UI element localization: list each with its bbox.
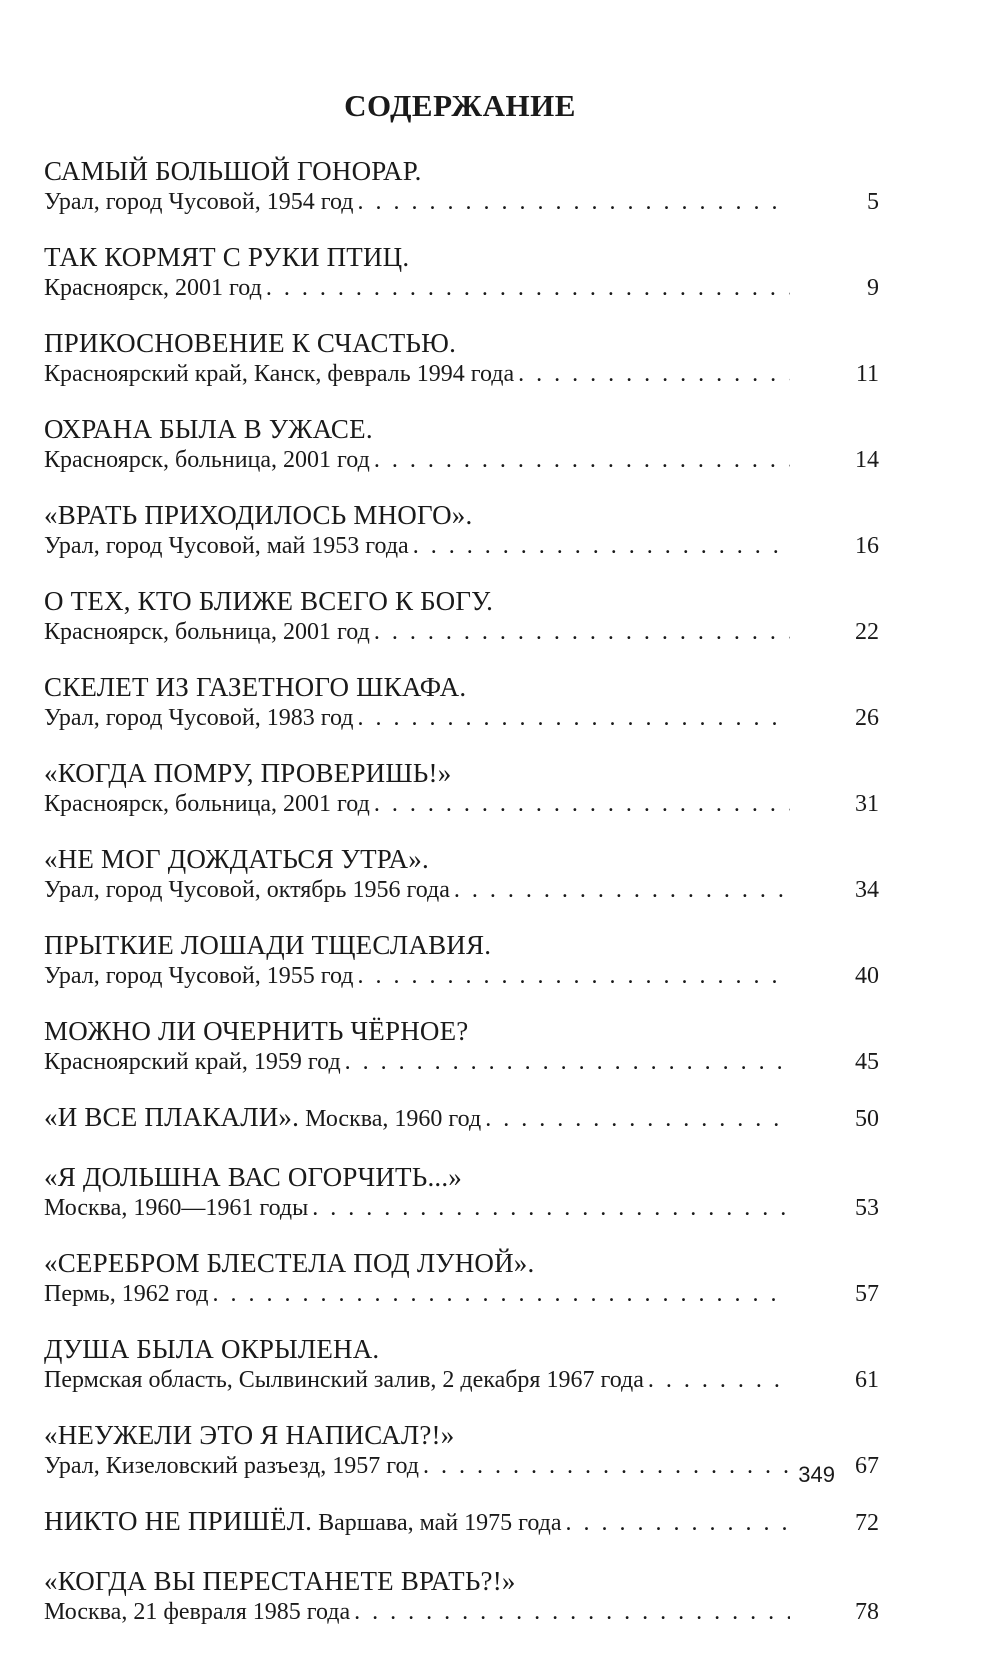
- entry-heading: ТАК КОРМЯТ С РУКИ ПТИЦ.: [44, 242, 410, 272]
- entry-page-number: 40: [855, 963, 879, 989]
- entry-heading: «НЕУЖЕЛИ ЭТО Я НАПИСАЛ?!»: [44, 1420, 455, 1450]
- entry-page-number: 14: [855, 447, 879, 473]
- entry-heading: ДУША БЫЛА ОКРЫЛЕНА.: [44, 1334, 380, 1364]
- entry-heading: «СЕРЕБРОМ БЛЕСТЕЛА ПОД ЛУНОЙ».: [44, 1248, 535, 1278]
- entry-page-number: 11: [855, 361, 879, 387]
- entry-page-number: 72: [855, 1510, 879, 1536]
- entry-heading: ПРЫТКИЕ ЛОШАДИ ТЩЕСЛАВИЯ.: [44, 930, 492, 960]
- entry-subtitle: Красноярск, 2001 год: [44, 275, 262, 301]
- dot-leader: [354, 961, 790, 991]
- toc-entry: [44, 1247, 879, 1309]
- entry-subtitle: Варшава, май 1975 года: [318, 1510, 562, 1536]
- entry-page-number: 78: [855, 1599, 879, 1625]
- entry-heading: «И ВСЕ ПЛАКАЛИ».: [44, 1102, 300, 1132]
- toc-entry: [44, 1161, 879, 1223]
- entry-heading: «Я ДОЛЬШНА ВАС ОГОРЧИТЬ...»: [44, 1162, 462, 1192]
- toc-entry: [44, 843, 879, 905]
- entry-page-number: 31: [855, 791, 879, 817]
- toc-entry: [44, 585, 879, 647]
- dot-leader: [419, 1451, 790, 1481]
- dot-leader: [354, 703, 790, 733]
- toc-entry: [44, 155, 879, 217]
- dot-leader: [370, 789, 790, 819]
- toc-entry: [44, 929, 879, 991]
- entry-heading: ПРИКОСНОВЕНИЕ К СЧАСТЬЮ.: [44, 328, 457, 358]
- toc-entry: [44, 413, 879, 475]
- dot-leader: [262, 273, 790, 303]
- entry-heading: САМЫЙ БОЛЬШОЙ ГОНОРАР.: [44, 156, 422, 186]
- entry-heading: «ВРАТЬ ПРИХОДИЛОСЬ МНОГО».: [44, 500, 473, 530]
- entry-subtitle: Урал, город Чусовой, 1983 год: [44, 705, 354, 731]
- entry-page-number: 57: [855, 1281, 879, 1307]
- entry-heading: «КОГДА ВЫ ПЕРЕСТАНЕТЕ ВРАТЬ?!»: [44, 1566, 516, 1596]
- dot-leader: [370, 617, 790, 647]
- entry-subtitle: Пермская область, Сылвинский залив, 2 декабря 1967 года: [44, 1367, 644, 1393]
- dot-leader: [409, 531, 790, 561]
- entry-heading: «КОГДА ПОМРУ, ПРОВЕРИШЬ!»: [44, 758, 452, 788]
- page-folio-number: 349: [798, 1462, 835, 1487]
- toc-entry: [44, 671, 879, 733]
- toc-entry: [44, 1419, 879, 1481]
- dot-leader: [450, 875, 790, 905]
- entry-page-number: 45: [855, 1049, 879, 1075]
- entry-page-number: 53: [855, 1195, 879, 1221]
- entry-heading: О ТЕХ, КТО БЛИЖЕ ВСЕГО К БОГУ.: [44, 586, 494, 616]
- entry-heading: «НЕ МОГ ДОЖДАТЬСЯ УТРА».: [44, 844, 429, 874]
- entry-page-number: 9: [867, 275, 879, 301]
- entry-heading: НИКТО НЕ ПРИШЁЛ.: [44, 1506, 313, 1536]
- entry-subtitle: Красноярск, больница, 2001 год: [44, 791, 370, 817]
- entry-subtitle: Красноярский край, 1959 год: [44, 1049, 341, 1075]
- entry-page-number: 34: [855, 877, 879, 903]
- entry-subtitle: Урал, город Чусовой, 1954 год: [44, 189, 354, 215]
- table-of-contents: [44, 155, 879, 1651]
- dot-leader: [644, 1365, 790, 1395]
- entry-subtitle: Пермь, 1962 год: [44, 1281, 209, 1307]
- entry-subtitle: Красноярский край, Канск, февраль 1994 года: [44, 361, 515, 387]
- dot-leader: [350, 1597, 790, 1627]
- dot-leader: [308, 1193, 790, 1223]
- toc-entry: [44, 757, 879, 819]
- entry-subtitle: Урал, город Чусовой, октябрь 1956 года: [44, 877, 450, 903]
- entry-subtitle: Москва, 1960—1961 годы: [44, 1195, 309, 1221]
- dot-leader: [354, 187, 790, 217]
- entry-page-number: 16: [855, 533, 879, 559]
- entry-heading: СКЕЛЕТ ИЗ ГАЗЕТНОГО ШКАФА.: [44, 672, 467, 702]
- entry-heading: МОЖНО ЛИ ОЧЕРНИТЬ ЧЁРНОЕ?: [44, 1016, 469, 1046]
- toc-entry: [44, 1565, 879, 1627]
- dot-leader: [562, 1507, 790, 1539]
- entry-subtitle: Урал, город Чусовой, май 1953 года: [44, 533, 409, 559]
- entry-page-number: 61: [855, 1367, 879, 1393]
- entry-page-number: 22: [855, 619, 879, 645]
- page-title: СОДЕРЖАНИЕ: [344, 88, 576, 123]
- dot-leader: [341, 1047, 790, 1077]
- entry-subtitle: Москва, 1960 год: [305, 1106, 482, 1132]
- entry-page-number: 67: [855, 1453, 879, 1479]
- toc-entry: [44, 241, 879, 303]
- entry-page-number: 50: [855, 1106, 879, 1132]
- entry-heading: ОХРАНА БЫЛА В УЖАСЕ.: [44, 414, 373, 444]
- entry-subtitle: Москва, 21 февраля 1985 года: [44, 1599, 351, 1625]
- dot-leader: [370, 445, 790, 475]
- toc-entry: [44, 1101, 879, 1135]
- entry-subtitle: Красноярск, больница, 2001 год: [44, 447, 370, 473]
- entry-subtitle: Красноярск, больница, 2001 год: [44, 619, 370, 645]
- toc-entry: [44, 1015, 879, 1077]
- entry-subtitle: Урал, Кизеловский разъезд, 1957 год: [44, 1453, 419, 1479]
- dot-leader: [514, 359, 790, 389]
- toc-entry: [44, 1333, 879, 1395]
- entry-subtitle: Урал, город Чусовой, 1955 год: [44, 963, 354, 989]
- toc-entry: [44, 1505, 879, 1539]
- entry-page-number: 26: [855, 705, 879, 731]
- toc-entry: [44, 499, 879, 561]
- dot-leader: [209, 1279, 790, 1309]
- toc-entry: [44, 327, 879, 389]
- dot-leader: [481, 1103, 790, 1135]
- entry-page-number: 5: [867, 189, 879, 215]
